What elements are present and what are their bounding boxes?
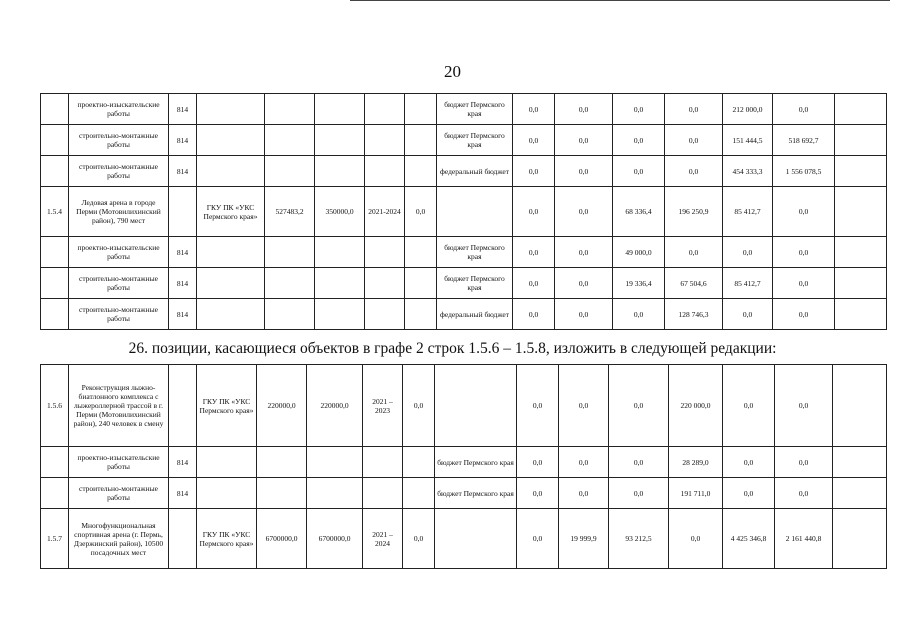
table-cell: 0,0: [555, 237, 613, 268]
table-cell: 191 711,0: [669, 478, 723, 509]
table-cell: 67 504,6: [665, 268, 723, 299]
table-cell: [835, 268, 887, 299]
table-cell: 196 250,9: [665, 187, 723, 237]
table-cell: [265, 156, 315, 187]
table-cell: 1 556 078,5: [773, 156, 835, 187]
table-cell: [403, 478, 435, 509]
table-cell: 128 746,3: [665, 299, 723, 330]
table-cell: [365, 94, 405, 125]
table-cell: 2021 – 2023: [363, 365, 403, 447]
table-cell: 0,0: [613, 94, 665, 125]
table-cell: [197, 268, 265, 299]
table-cell: строительно-монтажные работы: [69, 125, 169, 156]
table-cell: 0,0: [723, 237, 773, 268]
section-heading: 26. позиции, касающиеся объектов в графе 2 строк 1.5.6 – 1.5.8, изложить в следующей редакции:: [128, 340, 777, 357]
table-row: [41, 237, 887, 268]
table-cell: 0,0: [773, 187, 835, 237]
table-cell: бюджет Пермского края: [435, 447, 517, 478]
table-cell: 1.5.7: [41, 509, 69, 569]
table-cell: [437, 187, 513, 237]
table-cell: 0,0: [517, 478, 559, 509]
table-cell: [41, 156, 69, 187]
table-cell: [315, 125, 365, 156]
table-cell: [363, 447, 403, 478]
table-cell: 4 425 346,8: [723, 509, 775, 569]
table-cell: [169, 187, 197, 237]
table-cell: 28 289,0: [669, 447, 723, 478]
table-row: [41, 478, 887, 509]
table-cell: 0,0: [723, 365, 775, 447]
table-cell: 814: [169, 156, 197, 187]
table-cell: 1.5.4: [41, 187, 69, 237]
table-cell: 220 000,0: [669, 365, 723, 447]
table-cell: [435, 365, 517, 447]
table-cell: 814: [169, 268, 197, 299]
table-cell: 0,0: [559, 365, 609, 447]
table-cell: [835, 237, 887, 268]
table-cell: [405, 125, 437, 156]
budget-table-2: [40, 364, 887, 569]
table-row: [41, 299, 887, 330]
table-cell: 0,0: [665, 237, 723, 268]
table-cell: [405, 156, 437, 187]
table-cell: проектно-изыскательские работы: [69, 447, 169, 478]
table-cell: [833, 365, 887, 447]
table-cell: 2 161 440,8: [775, 509, 833, 569]
table-cell: 814: [169, 299, 197, 330]
table-cell: [315, 237, 365, 268]
budget-table-1: [40, 93, 887, 330]
table-cell: 0,0: [613, 125, 665, 156]
table-cell: 0,0: [723, 478, 775, 509]
table-cell: 2021-2024: [365, 187, 405, 237]
table-row: [41, 94, 887, 125]
table-cell: бюджет Пермского края: [435, 478, 517, 509]
table-cell: 0,0: [559, 447, 609, 478]
table-cell: [265, 237, 315, 268]
table-cell: [41, 237, 69, 268]
table-cell: 220000,0: [257, 365, 307, 447]
table-cell: строительно-монтажные работы: [69, 268, 169, 299]
table-cell: Многофункциональная спортивная арена (г. Пермь, Дзержинский район), 10500 посадочных мест: [69, 509, 169, 569]
table-cell: проектно-изыскательские работы: [69, 94, 169, 125]
table-cell: 0,0: [513, 94, 555, 125]
table-cell: [365, 125, 405, 156]
table-cell: [365, 268, 405, 299]
table-cell: [169, 365, 197, 447]
table-cell: 0,0: [517, 365, 559, 447]
table-cell: Ледовая арена в городе Перми (Мотовилихинский район), 790 мест: [69, 187, 169, 237]
table-cell: 85 412,7: [723, 268, 773, 299]
table-cell: 0,0: [613, 299, 665, 330]
table-cell: 0,0: [773, 299, 835, 330]
table-row: [41, 125, 887, 156]
table-cell: [41, 94, 69, 125]
table-cell: 0,0: [513, 268, 555, 299]
table-cell: 0,0: [665, 125, 723, 156]
table-cell: 0,0: [403, 509, 435, 569]
table-cell: ГКУ ПК «УКС Пермского края»: [197, 365, 257, 447]
table-cell: 151 444,5: [723, 125, 773, 156]
table-cell: [197, 299, 265, 330]
table-cell: 0,0: [723, 447, 775, 478]
table-cell: [405, 237, 437, 268]
table-cell: [41, 299, 69, 330]
table-cell: [197, 94, 265, 125]
table-cell: ГКУ ПК «УКС Пермского края»: [197, 187, 265, 237]
table-row: [41, 187, 887, 237]
table-cell: 0,0: [555, 156, 613, 187]
table-cell: федеральный бюджет: [437, 156, 513, 187]
table-cell: 0,0: [555, 268, 613, 299]
table-cell: [835, 94, 887, 125]
table-cell: [833, 509, 887, 569]
table-cell: 0,0: [613, 156, 665, 187]
table-cell: строительно-монтажные работы: [69, 156, 169, 187]
table-cell: [363, 478, 403, 509]
table-cell: [41, 447, 69, 478]
table-cell: 350000,0: [315, 187, 365, 237]
table-cell: [41, 478, 69, 509]
table-cell: 93 212,5: [609, 509, 669, 569]
table-cell: 19 999,9: [559, 509, 609, 569]
table-cell: бюджет Пермского края: [437, 237, 513, 268]
table-cell: 68 336,4: [613, 187, 665, 237]
table-cell: 0,0: [555, 187, 613, 237]
table-cell: бюджет Пермского края: [437, 268, 513, 299]
table-cell: федеральный бюджет: [437, 299, 513, 330]
table-cell: [41, 125, 69, 156]
table-cell: [835, 187, 887, 237]
page-number: 20: [444, 62, 461, 81]
table-cell: [197, 125, 265, 156]
table-cell: [315, 299, 365, 330]
table-cell: 518 692,7: [773, 125, 835, 156]
table-cell: 0,0: [559, 478, 609, 509]
table-cell: 814: [169, 478, 197, 509]
table-cell: 212 000,0: [723, 94, 773, 125]
table-cell: 0,0: [555, 299, 613, 330]
table-cell: 0,0: [609, 447, 669, 478]
table-cell: 0,0: [517, 509, 559, 569]
table-cell: [835, 156, 887, 187]
table-cell: 0,0: [513, 125, 555, 156]
table-row: [41, 447, 887, 478]
table-row: [41, 509, 887, 569]
table-cell: 814: [169, 447, 197, 478]
table-cell: 0,0: [773, 268, 835, 299]
table-cell: [169, 509, 197, 569]
table-cell: [405, 94, 437, 125]
table-cell: 0,0: [665, 156, 723, 187]
table-cell: 0,0: [775, 478, 833, 509]
table-cell: Реконструкция лыжно-биатлонного комплекса с лыжероллерной трассой в г. Перми (Мотовилихинский район), 240 человек в смену: [69, 365, 169, 447]
table-cell: [197, 156, 265, 187]
table-cell: 814: [169, 125, 197, 156]
table-cell: строительно-монтажные работы: [69, 478, 169, 509]
table-cell: 527483,2: [265, 187, 315, 237]
table-cell: 2021 – 2024: [363, 509, 403, 569]
table-cell: [365, 299, 405, 330]
table-row: [41, 156, 887, 187]
table-cell: 220000,0: [307, 365, 363, 447]
table-cell: бюджет Пермского края: [437, 94, 513, 125]
table-cell: [405, 299, 437, 330]
table-cell: [405, 268, 437, 299]
table-cell: [315, 94, 365, 125]
table-cell: [41, 268, 69, 299]
table-cell: бюджет Пермского края: [437, 125, 513, 156]
table-cell: [835, 125, 887, 156]
table-cell: 85 412,7: [723, 187, 773, 237]
top-border-line: [350, 0, 890, 1]
table-cell: 0,0: [775, 447, 833, 478]
table-cell: [315, 156, 365, 187]
table-cell: 19 336,4: [613, 268, 665, 299]
table-cell: 0,0: [513, 237, 555, 268]
table-cell: 0,0: [555, 125, 613, 156]
table-cell: [435, 509, 517, 569]
table-cell: 0,0: [669, 509, 723, 569]
table-cell: [265, 299, 315, 330]
table-cell: 814: [169, 237, 197, 268]
table-cell: проектно-изыскательские работы: [69, 237, 169, 268]
table-cell: [197, 237, 265, 268]
table-cell: [833, 447, 887, 478]
table-cell: 0,0: [513, 187, 555, 237]
table-cell: [257, 478, 307, 509]
table-cell: [197, 447, 257, 478]
table-cell: 0,0: [665, 94, 723, 125]
table-cell: [307, 447, 363, 478]
table-cell: 0,0: [513, 299, 555, 330]
table-cell: [835, 299, 887, 330]
table-cell: 0,0: [555, 94, 613, 125]
table-cell: [257, 447, 307, 478]
table-cell: 0,0: [723, 299, 773, 330]
table-cell: 0,0: [403, 365, 435, 447]
table-cell: ГКУ ПК «УКС Пермского края»: [197, 509, 257, 569]
table-cell: 814: [169, 94, 197, 125]
table-cell: [307, 478, 363, 509]
table-cell: [365, 237, 405, 268]
table-cell: 0,0: [609, 478, 669, 509]
table-cell: 0,0: [775, 365, 833, 447]
table-cell: [833, 478, 887, 509]
table-cell: [197, 478, 257, 509]
table-cell: 454 333,3: [723, 156, 773, 187]
table-cell: [315, 268, 365, 299]
table-cell: [265, 268, 315, 299]
table-row: [41, 365, 887, 447]
table-cell: 0,0: [517, 447, 559, 478]
table-cell: 1.5.6: [41, 365, 69, 447]
table-cell: 0,0: [609, 365, 669, 447]
table-cell: 6700000,0: [307, 509, 363, 569]
table-cell: 6700000,0: [257, 509, 307, 569]
table-cell: [265, 125, 315, 156]
table-cell: [265, 94, 315, 125]
table-cell: 49 000,0: [613, 237, 665, 268]
table-cell: 0,0: [773, 94, 835, 125]
table-cell: 0,0: [405, 187, 437, 237]
table-cell: [365, 156, 405, 187]
table-cell: строительно-монтажные работы: [69, 299, 169, 330]
table-row: [41, 268, 887, 299]
table-cell: [403, 447, 435, 478]
table-cell: 0,0: [513, 156, 555, 187]
table-cell: 0,0: [773, 237, 835, 268]
